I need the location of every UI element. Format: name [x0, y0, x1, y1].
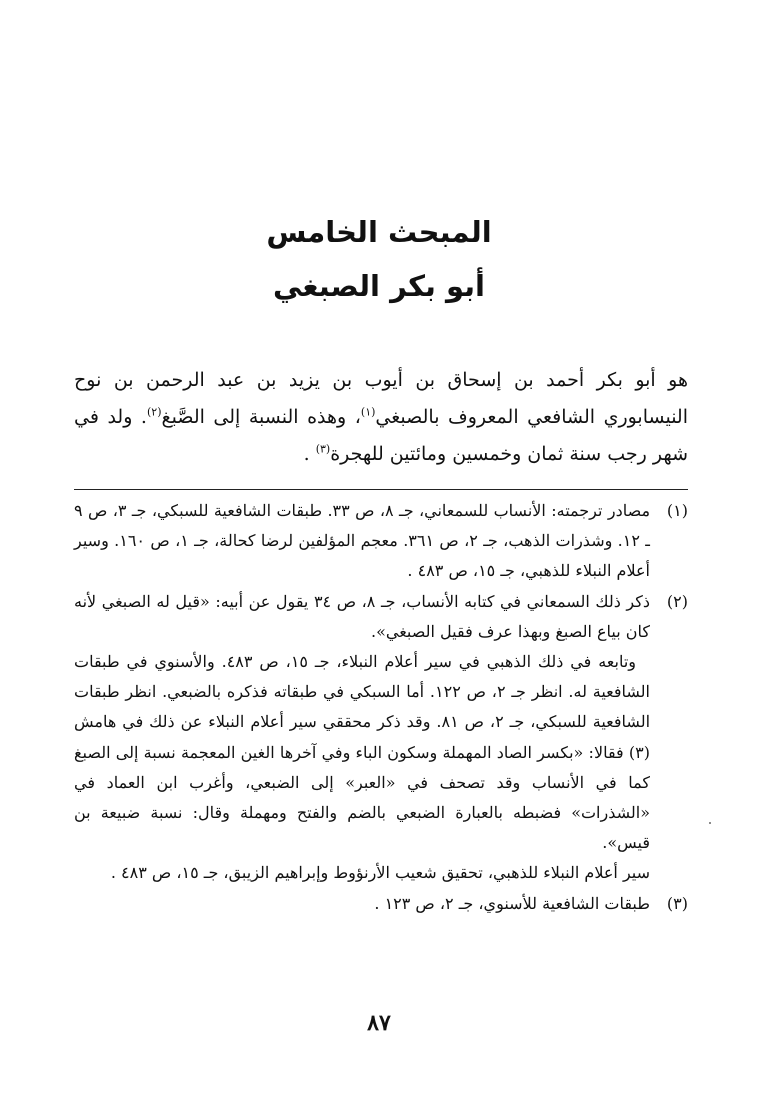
footnote-2 [74, 587, 688, 647]
footnote-ref-2[interactable]: (٢) [146, 405, 162, 419]
footnote-ref-3[interactable]: (٣) [315, 442, 331, 456]
main-text-part-3: . ولد في شهر رجب سنة ثمان وخمسين ومائتين للهجرة [74, 406, 688, 465]
main-paragraph [74, 362, 688, 473]
main-text-part-4: . [303, 443, 316, 465]
footnote-1 [74, 496, 688, 587]
section-subtitle: أبو بكر الصبغي [273, 269, 485, 303]
footnote-ref-1[interactable]: (١) [360, 405, 376, 419]
footnote-text: ذكر ذلك السمعاني في كتابه الأنساب، جـ ٨، ص ٣٤ يقول عن أبيه: «قيل له الصبغي لأنه كان بياع الصبغ وبهذا عرف فقيل الصبغي». [74, 591, 650, 641]
footnote-number: (١) [666, 501, 688, 520]
scan-speck [709, 822, 711, 824]
footnote-text: مصادر ترجمته: الأنساب للسمعاني، جـ ٨، ص ٣٣. طبقات الشافعية للسبكي، جـ ٣، ص ٩ ـ ١٢. وشذرات الذهب، جـ ٢، ص ٣٦١. معجم المؤلفين لرضا كحالة، جـ ١، ص ١٦٠. وسير أعلام النبلاء للذهبي، جـ ١٥، ص ٤٨٣ . [74, 501, 651, 581]
main-text-part-2: ، وهذه النسبة إلى الصَّبغ [161, 406, 361, 428]
section-title: المبحث الخامس [266, 215, 492, 249]
footnotes-section [74, 496, 688, 919]
footnote-3 [74, 889, 688, 919]
footnote-number: (٣) [666, 893, 688, 913]
main-text-part-1: هو أبو بكر أحمد بن إسحاق بن أيوب بن يزيد بن عبد الرحمن بن نوح النيسابوري الشافعي المعروف بالصبغي [74, 369, 688, 428]
footnote-number: (٢) [666, 591, 688, 611]
page-number: ٨٧ [367, 1010, 391, 1036]
footnote-text: طبقات الشافعية للأسنوي، جـ ٢، ص ١٢٣ . [374, 893, 650, 913]
footnote-2-continuation: وتابعه في ذلك الذهبي في سير أعلام النبلاء، جـ ١٥، ص ٤٨٣. والأسنوي في طبقات الشافعية له. انظر جـ ٢، ص ١٢٢. أما السبكي في طبقاته فذكره بالضبعي. انظر طبقات الشافعية للسبكي، جـ ٢، ص ٨١. وقد ذكر محققي سير أعلام النبلاء عن ذلك في هامش (٣) فقالا: «بكسر الصاد المهملة وسكون الباء وفي آخرها الغين المعجمة نسبة إلى الصبغ كما في الأنساب وقد تصحف في «العبر» إلى الضبعي، وأغرب ابن العماد في «الشذرات» فضبطه بالعبارة الضبعي بالضم والفتح ومهملة وقال: نسبة ضبيعة بن قيس». [74, 652, 651, 853]
footnote-divider [74, 489, 688, 490]
footnote-2-reference: سير أعلام النبلاء للذهبي، تحقيق شعيب الأرنؤوط وإبراهيم الزيبق، جـ ١٥، ص ٤٨٣ . [110, 863, 650, 883]
